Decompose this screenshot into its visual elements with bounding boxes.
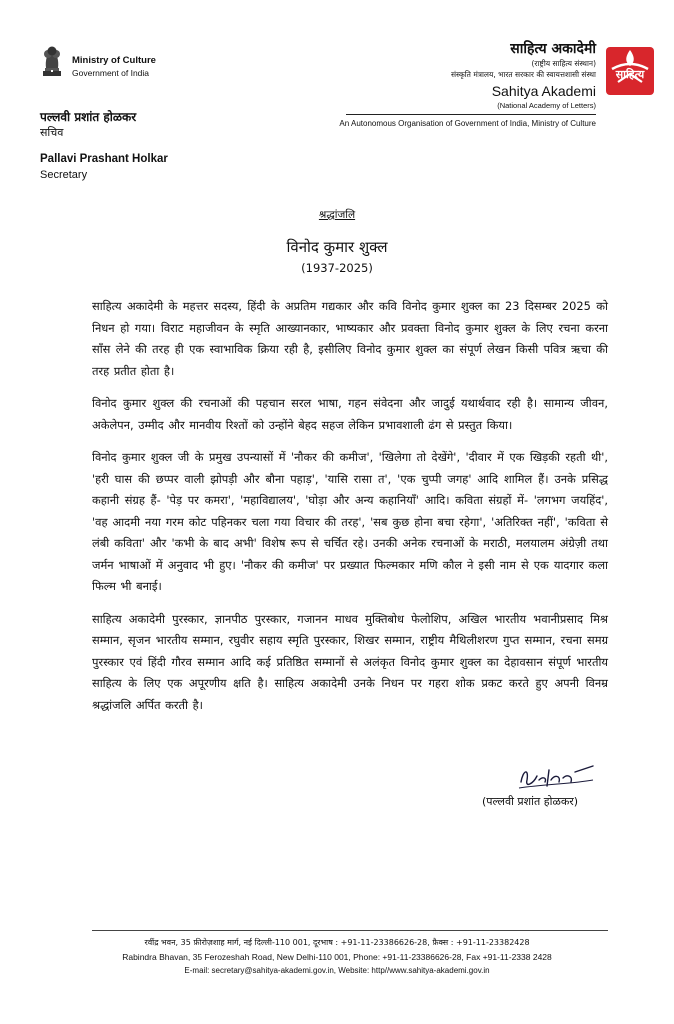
paragraph-1: साहित्य अकादेमी के महत्तर सदस्य, हिंदी के अप्रतिम गद्यकार और कवि विनोद कुमार शुक्ल का 23 दिसम्बर 2025 को निधन हो गया। विराट महाजीवन के स्मृति आख्यानकार, भाष्यकार और प्रवक्ता विनोद कुमार शुक्ल के लिए रचना करना साँस लेने की तरह ही एक स्वाभाविक क्रिया रही है, इसीलिए विनोद कुमार शुक्ल का संपूर्ण लेखन किसी पवित्र ऋचा की तरह प्रतीत होता है।	[92, 299, 608, 378]
akademi-name-english: Sahitya Akademi	[491, 83, 596, 99]
national-emblem-icon	[40, 42, 64, 78]
autonomous-line: An Autonomous Organisation of Government of India, Ministry of Culture	[339, 119, 596, 128]
sender-designation-hindi: सचिव	[40, 126, 64, 139]
paragraph-4: साहित्य अकादेमी पुरस्कार, ज्ञानपीठ पुरस्कार, गजानन माधव मुक्तिबोध फेलोशिप, अखिल भारतीय भवानीप्रसाद मिश्र सम्मान, सृजन भारतीय सम्मान, रघुवीर सहाय स्मृति पुरस्कार, शिखर सम्मान, राष्ट्रीय मैथिलीशरण गुप्त सम्मान, रचना समग्र पुरस्कार एवं हिंदी गौरव सम्मान आदि कई प्रतिष्ठित सम्मानों से अलंकृत विनोद कुमार शुक्ल का देहावसान संपूर्ण भारतीय साहित्य के लिए एक अपूरणीय क्षति है। साहित्य अकादेमी उनके निधन पर गहरा शोक प्रकट करते हुए अपनी विनम्र श्रद्धांजलि अर्पित करती है।	[92, 611, 608, 712]
sender-block	[40, 109, 168, 183]
footer-email-website: E-mail: secretary@sahitya-akademi.gov.in, Website: http//www.sahitya-akademi.gov.in	[184, 966, 490, 975]
akademi-block	[451, 40, 596, 111]
sender-name-hindi: पल्लवी प्रशांत होळकर	[40, 110, 137, 124]
akademi-sub-hindi: (राष्ट्रीय साहित्य संस्थान)	[531, 59, 596, 68]
letter-body	[92, 296, 608, 727]
footer-divider	[92, 930, 608, 931]
page-title: विनोद कुमार शुक्ल	[286, 238, 388, 256]
ministry-block	[72, 55, 156, 79]
footer-address-hindi: रवींद्र भवन, 35 फ़ीरोज़शाह मार्ग, नई दिल्ली-110 001, दूरभाष : +91-11-23386626-28, फ़ैक्स : +91-11-23382428	[144, 938, 530, 947]
title-block	[0, 208, 674, 276]
life-years: (1937-2025)	[301, 261, 373, 275]
footer	[0, 936, 674, 978]
ministry-title: Ministry of Culture	[72, 55, 156, 66]
signatory-name: (पल्लवी प्रशांत होळकर)	[482, 795, 579, 808]
ministry-subtitle: Government of India	[72, 68, 150, 78]
paragraph-2: विनोद कुमार शुक्ल की रचनाओं की पहचान सरल भाषा, गहन संवेदना और जादुई यथार्थवाद रही है। सामान्य जीवन, अकेलेपन, उम्मीद और मानवीय रिश्तों को उन्होंने बेहद सहज लेकिन प्रभावशाली ढंग से प्रस्तुत किया।	[92, 396, 608, 432]
header-divider	[346, 114, 596, 115]
sahitya-akademi-logo-icon	[604, 45, 656, 97]
sender-name-english: Pallavi Prashant Holkar	[40, 153, 168, 165]
footer-address-english: Rabindra Bhavan, 35 Ferozeshah Road, New Delhi-110 001, Phone: +91-11-23386626-28, Fax +91-11-2338 2428	[122, 952, 552, 962]
paragraph-3: विनोद कुमार शुक्ल जी के प्रमुख उपन्यासों में 'नौकर की कमीज', 'खिलेगा तो देखेंगे', 'दीवार में एक खिड़की रहती थी', 'हरी घास की छप्पर वाली झोपड़ी और बौना पहाड़', 'यासि रासा त', 'एक चुप्पी जगह' आदि शामिल हैं। उनके प्रसिद्ध कहानी संग्रह हैं- 'पेड़ पर कमरा', 'महाविद्यालय', 'घोड़ा और अन्य कहानियाँ' आदि। कविता संग्रहों में- 'लगभग जयहिंद', 'वह आदमी नया गरम कोट पहिनकर चला गया विचार की तरह', 'सब कुछ होना बचा रहेगा', 'अतिरिक्त नहीं', 'कविता से लंबी कविता' और 'कभी के बाद अभी' विशेष रूप से चर्चित रहे। उनकी अनेक रचनाओं के मराठी, मलयालम अंग्रेज़ी तथा जर्मन भाषाओं में अनुवाद भी हुए। 'नौकर की कमीज' पर प्रख्यात फिल्मकार मणि कौल ने इसी नाम से एक यादगार कला फिल्म भी बनाई।	[92, 450, 608, 593]
akademi-sub-english: (National Academy of Letters)	[497, 101, 596, 110]
signature	[515, 762, 595, 794]
akademi-name-hindi: साहित्य अकादेमी	[510, 41, 596, 57]
kicker: श्रद्धांजलि	[318, 209, 356, 221]
akademi-line-hindi: संस्कृति मंत्रालय, भारत सरकार की स्वायत्तशासी संस्था	[450, 70, 596, 79]
logo-text: साहित्य	[615, 68, 645, 81]
sender-designation-english: Secretary	[40, 169, 88, 181]
